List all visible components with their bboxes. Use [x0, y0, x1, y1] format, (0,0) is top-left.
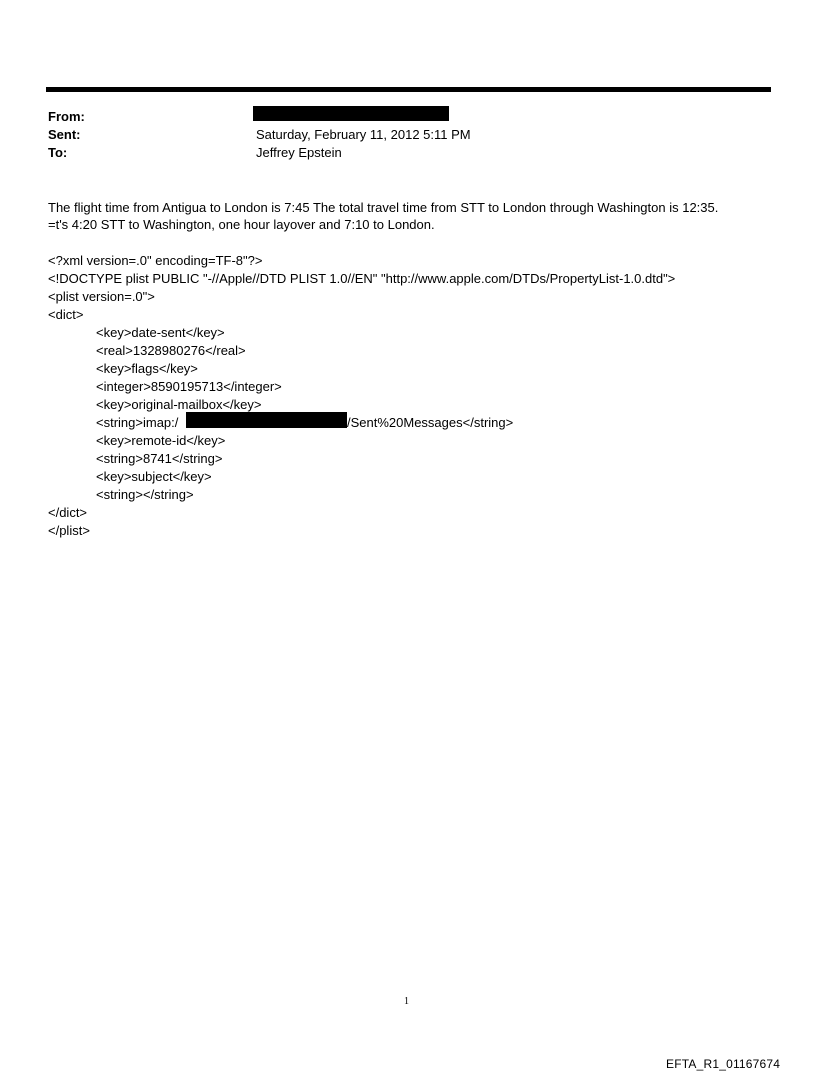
to-value: Jeffrey Epstein [256, 145, 342, 160]
sent-label: Sent: [48, 127, 81, 142]
imap-redaction [186, 412, 347, 428]
plist-entry: <integer>8590195713</integer> [96, 379, 282, 394]
header-rule [46, 87, 771, 92]
plist-open-tag: <plist version=.0"> [48, 289, 155, 304]
plist-entry: <key>original-mailbox</key> [96, 397, 262, 412]
dict-open-tag: <dict> [48, 307, 84, 322]
to-label: To: [48, 145, 68, 160]
from-redaction [253, 106, 449, 121]
from-label: From: [48, 109, 85, 124]
plist-imap-suffix: /Sent%20Messages</string> [347, 415, 514, 430]
plist-xml-declaration: <?xml version=.0" encoding=TF-8"?> [48, 253, 263, 268]
message-line-2: =t's 4:20 STT to Washington, one hour layover and 7:10 to London. [48, 217, 435, 232]
dict-close-tag: </dict> [48, 505, 88, 520]
plist-entry: <real>1328980276</real> [96, 343, 246, 358]
plist-entry: <key>date-sent</key> [96, 325, 225, 340]
message-line-1: The flight time from Antigua to London is 7:45 The total travel time from STT to London through Washington is 12:35. [48, 200, 719, 215]
plist-doctype: <!DOCTYPE plist PUBLIC "-//Apple//DTD PLIST 1.0//EN" "http://www.apple.com/DTDs/PropertyList-1.0.dtd"> [48, 271, 676, 286]
plist-entry: <key>subject</key> [96, 469, 212, 484]
page-number: 1 [404, 996, 409, 1007]
document-id: EFTA_R1_01167674 [666, 1057, 781, 1071]
plist-imap-prefix: <string>imap:/ [96, 415, 179, 430]
plist-entry: <key>flags</key> [96, 361, 198, 376]
sent-value: Saturday, February 11, 2012 5:11 PM [256, 127, 471, 142]
plist-entry: <string>8741</string> [96, 451, 223, 466]
plist-entry: <string></string> [96, 487, 194, 502]
plist-close-tag: </plist> [48, 523, 90, 538]
plist-entry: <key>remote-id</key> [96, 433, 226, 448]
